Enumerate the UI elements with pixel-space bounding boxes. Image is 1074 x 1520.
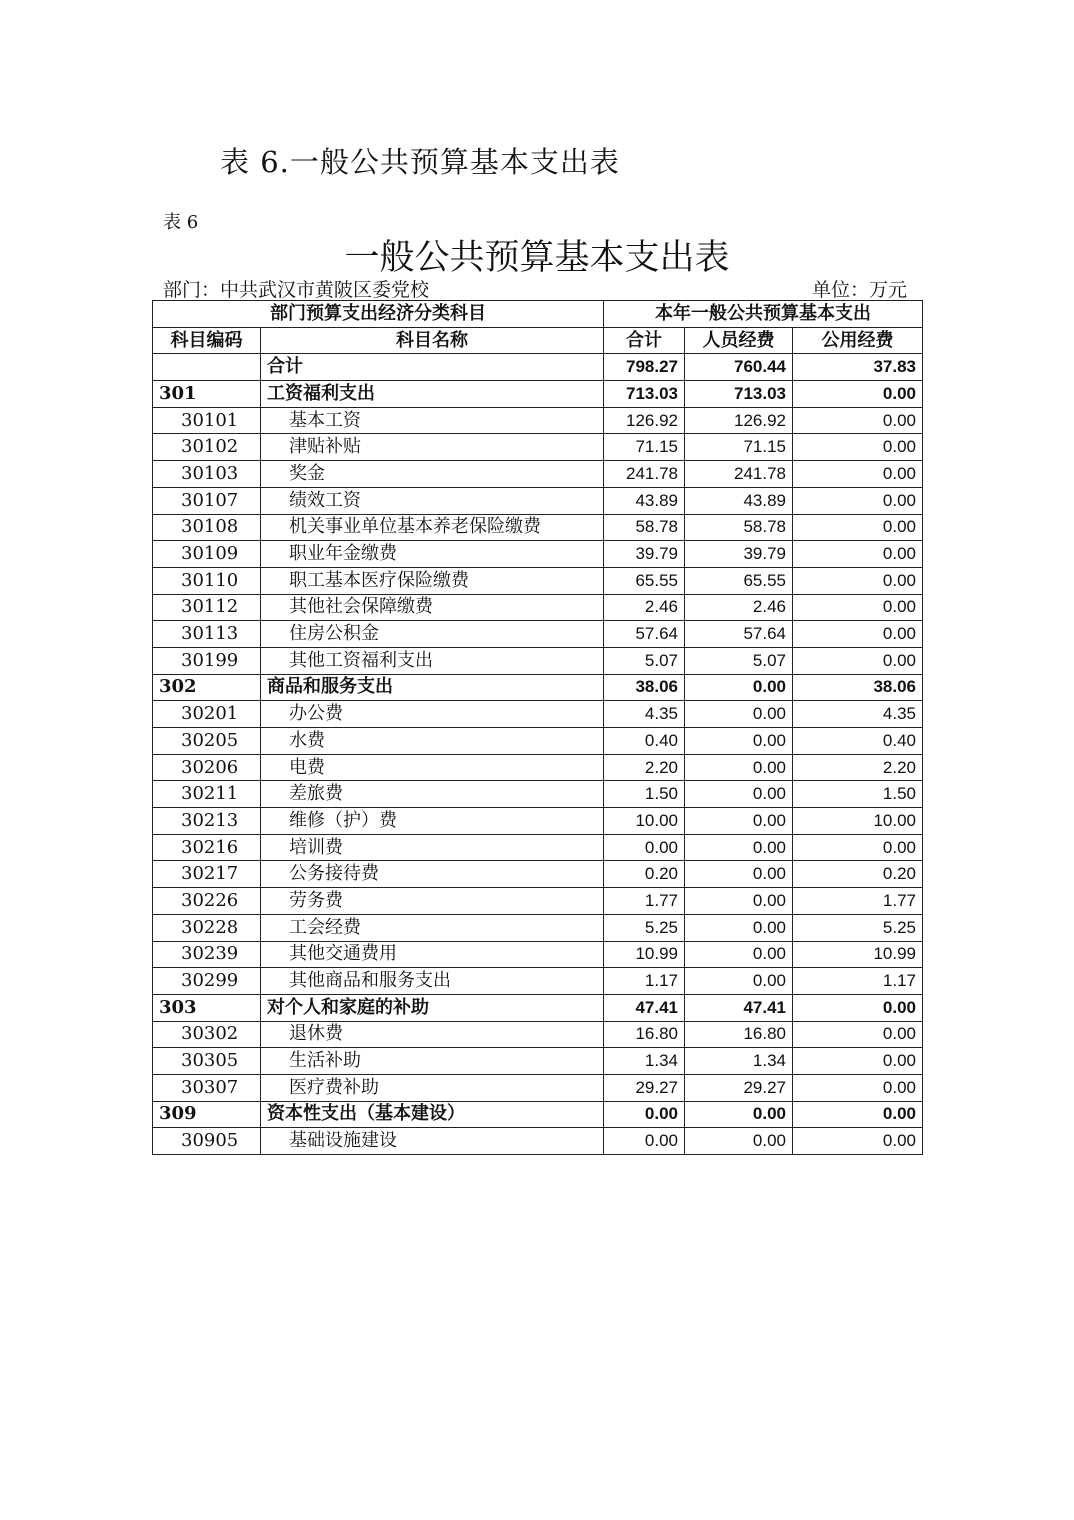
table-row xyxy=(153,994,923,1021)
subject-code-cell: 30199 xyxy=(153,647,261,674)
personnel-expense-cell: 0.00 xyxy=(685,1128,793,1155)
personnel-expense-cell: 47.41 xyxy=(685,994,793,1021)
table-row xyxy=(153,1048,923,1075)
table-row xyxy=(153,1101,923,1128)
table-row xyxy=(153,567,923,594)
personnel-expense-cell: 713.03 xyxy=(685,381,793,408)
total-cell: 0.40 xyxy=(604,728,685,755)
personnel-expense-cell: 57.64 xyxy=(685,621,793,648)
subject-code-cell: 30302 xyxy=(153,1021,261,1048)
subject-code-cell: 303 xyxy=(153,994,261,1021)
public-expense-cell: 0.00 xyxy=(793,541,923,568)
subject-name-cell: 医疗费补助 xyxy=(261,1074,604,1101)
personnel-expense-cell: 58.78 xyxy=(685,514,793,541)
total-cell: 1.17 xyxy=(604,968,685,995)
subject-name-cell: 退休费 xyxy=(261,1021,604,1048)
subject-code-cell: 30102 xyxy=(153,434,261,461)
subject-code-cell: 30101 xyxy=(153,407,261,434)
table-row xyxy=(153,834,923,861)
personnel-expense-cell: 29.27 xyxy=(685,1074,793,1101)
total-cell: 29.27 xyxy=(604,1074,685,1101)
total-cell: 1.34 xyxy=(604,1048,685,1075)
subject-code-cell: 30239 xyxy=(153,941,261,968)
subject-code-cell: 30108 xyxy=(153,514,261,541)
subject-name-cell: 职业年金缴费 xyxy=(261,541,604,568)
personnel-expense-cell: 0.00 xyxy=(685,861,793,888)
personnel-expense-cell: 0.00 xyxy=(685,781,793,808)
total-cell: 0.00 xyxy=(604,834,685,861)
unit-label: 单位：万元 xyxy=(811,279,907,301)
personnel-expense-cell: 126.92 xyxy=(685,407,793,434)
total-cell: 10.00 xyxy=(604,808,685,835)
table-row xyxy=(153,487,923,514)
table-row xyxy=(153,888,923,915)
total-cell: 38.06 xyxy=(604,674,685,701)
subject-name-cell: 办公费 xyxy=(261,701,604,728)
total-cell: 57.64 xyxy=(604,621,685,648)
public-expense-cell: 0.00 xyxy=(793,594,923,621)
total-cell: 65.55 xyxy=(604,567,685,594)
personnel-expense-cell: 71.15 xyxy=(685,434,793,461)
public-expense-cell: 0.00 xyxy=(793,567,923,594)
table-row xyxy=(153,541,923,568)
public-expense-cell: 0.00 xyxy=(793,1074,923,1101)
personnel-expense-cell: 0.00 xyxy=(685,808,793,835)
subject-name-cell: 其他交通费用 xyxy=(261,941,604,968)
public-expense-cell: 1.50 xyxy=(793,781,923,808)
public-expense-cell: 0.00 xyxy=(793,1128,923,1155)
subject-code-cell: 30905 xyxy=(153,1128,261,1155)
subject-code-cell: 30307 xyxy=(153,1074,261,1101)
header-public-expense: 公用经费 xyxy=(793,327,923,354)
subject-name-cell: 劳务费 xyxy=(261,888,604,915)
subject-name-cell: 奖金 xyxy=(261,461,604,488)
table-row xyxy=(153,1128,923,1155)
subject-code-cell: 30206 xyxy=(153,754,261,781)
personnel-expense-cell: 0.00 xyxy=(685,834,793,861)
total-cell: 241.78 xyxy=(604,461,685,488)
subject-code-cell: 302 xyxy=(153,674,261,701)
public-expense-cell: 0.00 xyxy=(793,381,923,408)
subject-code-cell: 30112 xyxy=(153,594,261,621)
table-row xyxy=(153,674,923,701)
personnel-expense-cell: 0.00 xyxy=(685,754,793,781)
subject-name-cell: 维修（护）费 xyxy=(261,808,604,835)
subject-name-cell: 其他社会保障缴费 xyxy=(261,594,604,621)
header-subject-code: 科目编码 xyxy=(153,327,261,354)
subject-code-cell: 30201 xyxy=(153,701,261,728)
personnel-expense-cell: 0.00 xyxy=(685,674,793,701)
public-expense-cell: 5.25 xyxy=(793,914,923,941)
subject-code-cell: 30103 xyxy=(153,461,261,488)
table-row xyxy=(153,647,923,674)
subject-code-cell: 30299 xyxy=(153,968,261,995)
subject-code-cell xyxy=(153,354,261,381)
subject-name-cell: 其他工资福利支出 xyxy=(261,647,604,674)
public-expense-cell: 0.00 xyxy=(793,647,923,674)
table-row xyxy=(153,434,923,461)
total-cell: 71.15 xyxy=(604,434,685,461)
subject-name-cell: 资本性支出（基本建设） xyxy=(261,1101,604,1128)
table-number-label: 表 6 xyxy=(163,212,199,233)
total-cell: 4.35 xyxy=(604,701,685,728)
subject-name-cell: 基础设施建设 xyxy=(261,1128,604,1155)
personnel-expense-cell: 1.34 xyxy=(685,1048,793,1075)
total-cell: 43.89 xyxy=(604,487,685,514)
personnel-expense-cell: 0.00 xyxy=(685,941,793,968)
public-expense-cell: 0.00 xyxy=(793,621,923,648)
total-cell: 1.77 xyxy=(604,888,685,915)
subject-name-cell: 培训费 xyxy=(261,834,604,861)
personnel-expense-cell: 760.44 xyxy=(685,354,793,381)
personnel-expense-cell: 65.55 xyxy=(685,567,793,594)
subject-code-cell: 30211 xyxy=(153,781,261,808)
table-title: 一般公共预算基本支出表 xyxy=(344,238,730,278)
total-cell: 798.27 xyxy=(604,354,685,381)
table-body xyxy=(153,354,923,1155)
subject-code-cell: 301 xyxy=(153,381,261,408)
subject-name-cell: 电费 xyxy=(261,754,604,781)
personnel-expense-cell: 0.00 xyxy=(685,701,793,728)
table-row xyxy=(153,594,923,621)
total-cell: 713.03 xyxy=(604,381,685,408)
subject-name-cell: 差旅费 xyxy=(261,781,604,808)
subject-name-cell: 合计 xyxy=(261,354,604,381)
personnel-expense-cell: 5.07 xyxy=(685,647,793,674)
table-row xyxy=(153,514,923,541)
budget-expenditure-table xyxy=(152,300,923,1155)
personnel-expense-cell: 16.80 xyxy=(685,1021,793,1048)
header-basic-expenditure: 本年一般公共预算基本支出 xyxy=(604,301,923,328)
header-group-row xyxy=(153,301,923,328)
table-row xyxy=(153,941,923,968)
table-row xyxy=(153,808,923,835)
subject-code-cell: 30305 xyxy=(153,1048,261,1075)
table-row xyxy=(153,1074,923,1101)
subject-code-cell: 30213 xyxy=(153,808,261,835)
table-row xyxy=(153,621,923,648)
subject-name-cell: 公务接待费 xyxy=(261,861,604,888)
header-column-row xyxy=(153,327,923,354)
personnel-expense-cell: 0.00 xyxy=(685,888,793,915)
subject-code-cell: 30216 xyxy=(153,834,261,861)
public-expense-cell: 0.00 xyxy=(793,1048,923,1075)
total-cell: 0.00 xyxy=(604,1128,685,1155)
table-header xyxy=(153,301,923,354)
table-row xyxy=(153,407,923,434)
subject-name-cell: 工会经费 xyxy=(261,914,604,941)
subject-name-cell: 机关事业单位基本养老保险缴费 xyxy=(261,514,604,541)
personnel-expense-cell: 241.78 xyxy=(685,461,793,488)
subject-code-cell: 30226 xyxy=(153,888,261,915)
personnel-expense-cell: 0.00 xyxy=(685,968,793,995)
subject-name-cell: 商品和服务支出 xyxy=(261,674,604,701)
subject-code-cell: 30205 xyxy=(153,728,261,755)
table-row xyxy=(153,754,923,781)
total-cell: 10.99 xyxy=(604,941,685,968)
total-cell: 126.92 xyxy=(604,407,685,434)
header-personnel-expense: 人员经费 xyxy=(685,327,793,354)
total-cell: 39.79 xyxy=(604,541,685,568)
personnel-expense-cell: 0.00 xyxy=(685,914,793,941)
total-cell: 0.00 xyxy=(604,1101,685,1128)
total-cell: 5.07 xyxy=(604,647,685,674)
total-cell: 47.41 xyxy=(604,994,685,1021)
total-cell: 0.20 xyxy=(604,861,685,888)
public-expense-cell: 0.00 xyxy=(793,487,923,514)
subject-code-cell: 30113 xyxy=(153,621,261,648)
personnel-expense-cell: 2.46 xyxy=(685,594,793,621)
personnel-expense-cell: 39.79 xyxy=(685,541,793,568)
subject-name-cell: 职工基本医疗保险缴费 xyxy=(261,567,604,594)
public-expense-cell: 0.00 xyxy=(793,994,923,1021)
subject-code-cell: 30217 xyxy=(153,861,261,888)
public-expense-cell: 10.99 xyxy=(793,941,923,968)
public-expense-cell: 0.40 xyxy=(793,728,923,755)
table-row xyxy=(153,354,923,381)
subject-code-cell: 30109 xyxy=(153,541,261,568)
header-total: 合计 xyxy=(604,327,685,354)
personnel-expense-cell: 0.00 xyxy=(685,1101,793,1128)
header-subject-name: 科目名称 xyxy=(261,327,604,354)
public-expense-cell: 10.00 xyxy=(793,808,923,835)
total-cell: 5.25 xyxy=(604,914,685,941)
public-expense-cell: 1.17 xyxy=(793,968,923,995)
table-row xyxy=(153,861,923,888)
subject-name-cell: 津贴补贴 xyxy=(261,434,604,461)
public-expense-cell: 0.20 xyxy=(793,861,923,888)
subject-name-cell: 工资福利支出 xyxy=(261,381,604,408)
public-expense-cell: 4.35 xyxy=(793,701,923,728)
public-expense-cell: 0.00 xyxy=(793,434,923,461)
header-economic-classification: 部门预算支出经济分类科目 xyxy=(153,301,604,328)
public-expense-cell: 37.83 xyxy=(793,354,923,381)
table-row xyxy=(153,701,923,728)
total-cell: 2.20 xyxy=(604,754,685,781)
subject-name-cell: 基本工资 xyxy=(261,407,604,434)
personnel-expense-cell: 0.00 xyxy=(685,728,793,755)
subject-name-cell: 住房公积金 xyxy=(261,621,604,648)
public-expense-cell: 0.00 xyxy=(793,461,923,488)
total-cell: 1.50 xyxy=(604,781,685,808)
subject-code-cell: 30107 xyxy=(153,487,261,514)
public-expense-cell: 2.20 xyxy=(793,754,923,781)
table-row xyxy=(153,968,923,995)
subject-name-cell: 水费 xyxy=(261,728,604,755)
table-row xyxy=(153,781,923,808)
subject-code-cell: 30110 xyxy=(153,567,261,594)
public-expense-cell: 0.00 xyxy=(793,1101,923,1128)
table-row xyxy=(153,914,923,941)
table-row xyxy=(153,1021,923,1048)
public-expense-cell: 0.00 xyxy=(793,407,923,434)
table-row xyxy=(153,461,923,488)
public-expense-cell: 1.77 xyxy=(793,888,923,915)
public-expense-cell: 0.00 xyxy=(793,1021,923,1048)
public-expense-cell: 38.06 xyxy=(793,674,923,701)
subject-name-cell: 对个人和家庭的补助 xyxy=(261,994,604,1021)
subject-name-cell: 其他商品和服务支出 xyxy=(261,968,604,995)
subject-code-cell: 30228 xyxy=(153,914,261,941)
personnel-expense-cell: 43.89 xyxy=(685,487,793,514)
public-expense-cell: 0.00 xyxy=(793,834,923,861)
public-expense-cell: 0.00 xyxy=(793,514,923,541)
total-cell: 2.46 xyxy=(604,594,685,621)
total-cell: 16.80 xyxy=(604,1021,685,1048)
table-row xyxy=(153,381,923,408)
subject-name-cell: 绩效工资 xyxy=(261,487,604,514)
document-heading: 表 6.一般公共预算基本支出表 xyxy=(220,145,620,179)
total-cell: 58.78 xyxy=(604,514,685,541)
department-label: 部门：中共武汉市黄陂区委党校 xyxy=(163,279,430,301)
subject-code-cell: 309 xyxy=(153,1101,261,1128)
table-row xyxy=(153,728,923,755)
subject-name-cell: 生活补助 xyxy=(261,1048,604,1075)
